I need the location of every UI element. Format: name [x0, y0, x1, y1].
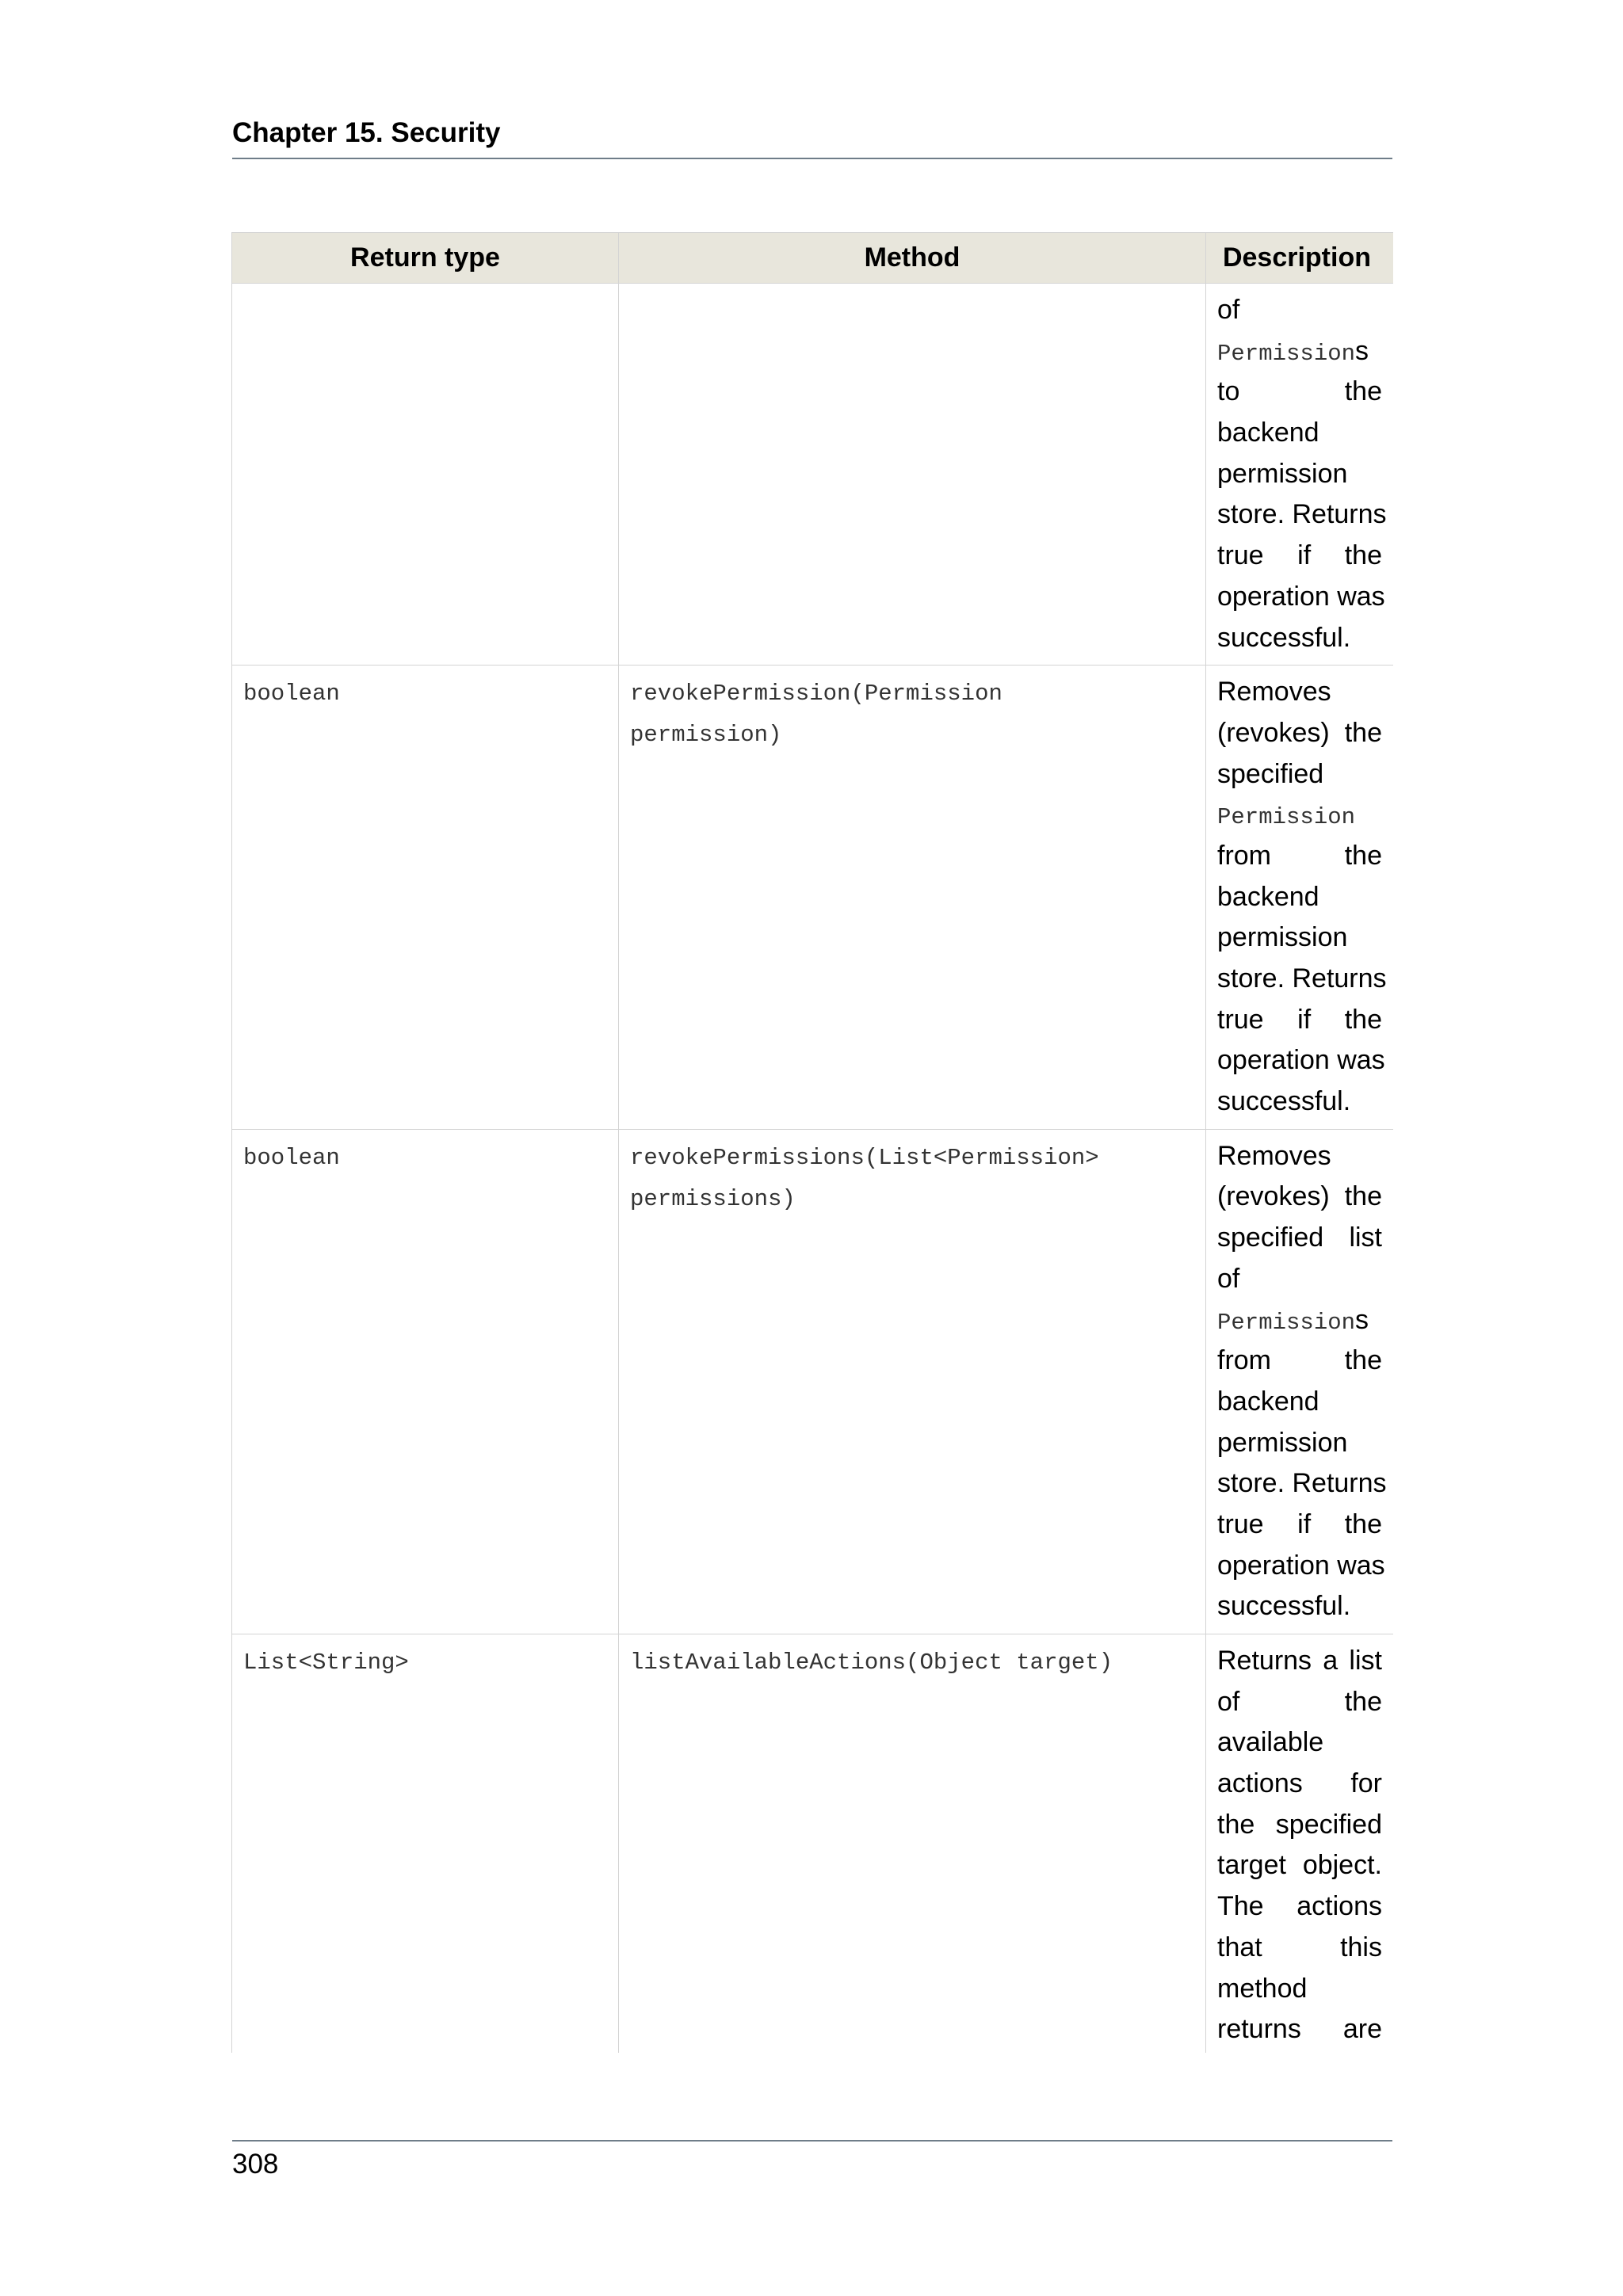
inline-code: Permission [1217, 1309, 1356, 1336]
description-word: backend [1217, 881, 1319, 912]
description-word: list [1349, 1222, 1382, 1253]
description-cell [1206, 1129, 1394, 1634]
column-header-method: Method [619, 233, 1206, 284]
description-word: from [1217, 840, 1271, 871]
description-line [1217, 1177, 1382, 1218]
description-line [1217, 372, 1382, 413]
description-line [1217, 454, 1382, 495]
return-type-text: boolean [243, 681, 340, 707]
description-word: s [1355, 1304, 1369, 1335]
table-row [232, 1634, 1394, 2054]
description-word: returns [1217, 2014, 1301, 2045]
description-word: backend [1217, 418, 1319, 448]
description-line [1217, 2009, 1382, 2050]
description-line [1217, 1505, 1382, 1546]
description-word: available [1217, 1727, 1324, 1758]
table-row [232, 284, 1394, 666]
description-word: permission [1217, 922, 1348, 953]
description-line [1217, 672, 1382, 713]
description-word: the [1344, 540, 1382, 571]
description-line [1217, 494, 1387, 536]
description-word: permission [1217, 458, 1348, 489]
description-line [1217, 331, 1382, 372]
description-line [1217, 618, 1382, 659]
description-word: true [1217, 540, 1264, 571]
method-cell [619, 284, 1206, 666]
description-line [1217, 577, 1385, 618]
description-word: are [1342, 2014, 1382, 2045]
description-line [1217, 1463, 1387, 1505]
description-cell [1206, 1634, 1394, 2054]
description-line [1217, 1259, 1382, 1300]
description-word: the [1344, 376, 1382, 407]
method-signature-line: permission) [630, 722, 782, 749]
description-word: Returns [1217, 1646, 1312, 1676]
method-signature [619, 1634, 1205, 1684]
description-line [1217, 1218, 1382, 1259]
description-line [1217, 1969, 1382, 2010]
return-type-cell [232, 1634, 619, 2054]
description-line [1217, 536, 1382, 577]
return-type-text: List<String> [243, 1650, 409, 1676]
description-line [1217, 1586, 1382, 1627]
description-word: true [1217, 1508, 1264, 1539]
description-word: method [1217, 1973, 1308, 2004]
description-line [1217, 1546, 1385, 1587]
description-word: target [1217, 1850, 1286, 1881]
api-table [231, 232, 1393, 2053]
description-word: operation was [1217, 581, 1385, 612]
description-line [1217, 1805, 1382, 1846]
description-line [1217, 1682, 1382, 1723]
description-word: the [1344, 1508, 1382, 1539]
description-cell [1206, 284, 1394, 666]
inline-code: Permission [1217, 340, 1356, 367]
table-header-row [232, 233, 1394, 284]
description-word: permission [1217, 1427, 1348, 1458]
description-word: store. Returns [1217, 499, 1387, 530]
inline-code: Permission [1217, 804, 1356, 831]
description-word: actions [1296, 1891, 1382, 1922]
description-word: Removes [1217, 677, 1331, 707]
description-word: (revokes) [1217, 1181, 1330, 1212]
description-word: the [1344, 717, 1382, 748]
method-cell [619, 1634, 1206, 2054]
description-word: if [1297, 1004, 1312, 1035]
column-header-return-type: Return type [232, 233, 619, 284]
description-word: the [1344, 840, 1382, 871]
description-line [1217, 1382, 1382, 1423]
description-word: the [1344, 1345, 1382, 1376]
method-cell [619, 666, 1206, 1130]
description-word: (revokes) [1217, 717, 1330, 748]
description-word: successful. [1217, 1591, 1351, 1622]
description-line [1217, 1764, 1382, 1805]
return-type-cell [232, 284, 619, 666]
description-text [1206, 666, 1393, 1129]
description-line [1217, 1722, 1382, 1764]
method-signature [619, 666, 1205, 756]
description-word: specified [1217, 1222, 1324, 1253]
description-line [1217, 959, 1387, 1000]
description-line [1217, 290, 1382, 331]
return-type-text: boolean [243, 1144, 340, 1171]
description-word: store. Returns [1217, 1468, 1387, 1499]
description-line [1217, 795, 1382, 836]
description-word: if [1297, 1508, 1312, 1539]
description-word: actions [1217, 1768, 1303, 1799]
return-type-cell [232, 666, 619, 1130]
description-line [1217, 1886, 1382, 1928]
method-cell [619, 1129, 1206, 1634]
description-word: that [1217, 1932, 1262, 1962]
description-word: backend [1217, 1386, 1319, 1417]
description-word: operation was [1217, 1550, 1385, 1581]
description-word: a [1323, 1646, 1338, 1676]
description-text [1206, 1634, 1393, 2053]
description-word: Removes [1217, 1140, 1331, 1171]
description-word: to [1217, 376, 1240, 407]
description-word: of [1217, 1686, 1240, 1717]
method-signature [619, 1130, 1205, 1220]
table-row [232, 1129, 1394, 1634]
description-line [1217, 713, 1382, 754]
description-word: of [1217, 295, 1240, 325]
description-word: specified [1275, 1809, 1382, 1840]
description-word: from [1217, 1345, 1271, 1376]
description-word: for [1350, 1768, 1382, 1799]
description-line [1217, 1641, 1382, 1682]
description-word: the [1217, 1809, 1255, 1840]
description-word: object. [1302, 1850, 1382, 1881]
description-line [1217, 413, 1382, 454]
description-word: operation was [1217, 1045, 1385, 1076]
description-line [1217, 1423, 1382, 1464]
description-word: the [1344, 1686, 1382, 1717]
table-row [232, 666, 1394, 1130]
description-word: s [1355, 335, 1369, 366]
description-word: successful. [1217, 1086, 1351, 1117]
column-header-description: Description [1206, 233, 1394, 284]
chapter-title: Chapter 15. Security [232, 117, 501, 148]
api-table-container [231, 232, 1393, 2053]
description-line [1217, 1845, 1382, 1886]
table-body [232, 284, 1394, 2054]
description-word: of [1217, 1263, 1240, 1294]
description-line [1217, 1928, 1382, 1969]
description-word: successful. [1217, 622, 1351, 653]
description-line [1217, 1040, 1385, 1081]
page-footer [232, 2140, 1392, 2180]
description-line [1217, 1341, 1382, 1382]
description-word: specified [1217, 758, 1324, 789]
page-header [232, 116, 1392, 159]
description-text [1206, 284, 1393, 665]
page-number: 308 [232, 2149, 279, 2180]
description-word: this [1340, 1932, 1382, 1962]
description-text [1206, 1130, 1393, 1634]
description-word: if [1297, 540, 1312, 571]
method-signature-line: listAvailableActions(Object target) [630, 1650, 1113, 1676]
description-line [1217, 1000, 1382, 1041]
description-word: list [1349, 1646, 1382, 1676]
method-signature-line: permissions) [630, 1185, 796, 1212]
description-line [1217, 1300, 1382, 1341]
description-line [1217, 1136, 1382, 1177]
description-line [1217, 754, 1382, 795]
description-line [1217, 917, 1382, 959]
description-cell [1206, 666, 1394, 1130]
method-signature-line: revokePermissions(List<Permission> [630, 1144, 1099, 1171]
description-word: The [1217, 1891, 1264, 1922]
method-signature-line: revokePermission(Permission [630, 681, 1002, 707]
description-word: the [1344, 1004, 1382, 1035]
description-line [1217, 877, 1382, 918]
description-line [1217, 836, 1382, 877]
description-word: the [1344, 1181, 1382, 1212]
description-line [1217, 1081, 1382, 1123]
return-type-cell [232, 1129, 619, 1634]
description-word: true [1217, 1004, 1264, 1035]
description-word: store. Returns [1217, 963, 1387, 994]
